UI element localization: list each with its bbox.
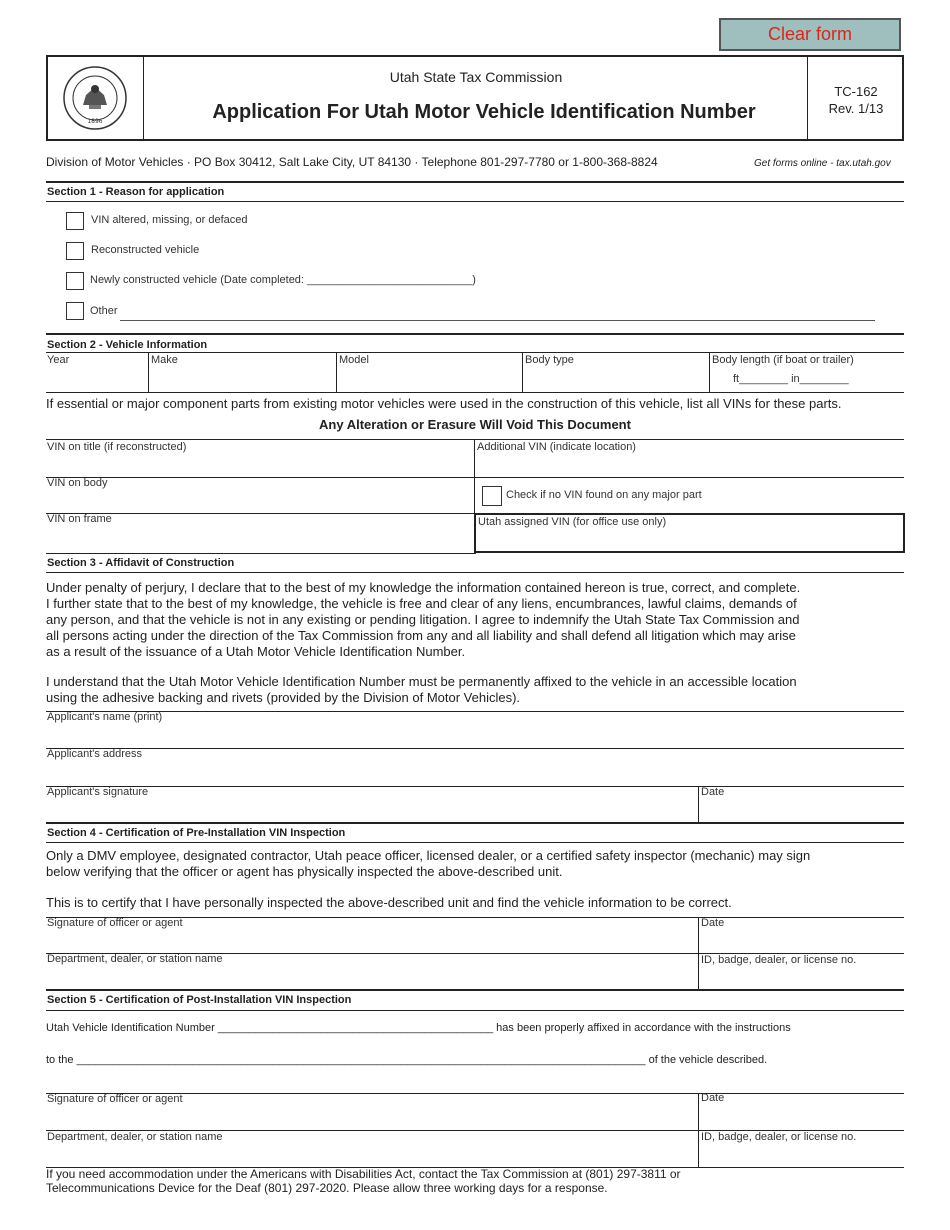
applicant-name-input[interactable] xyxy=(47,727,902,747)
applicant-date-input[interactable] xyxy=(701,802,901,822)
option-reconstructed: Reconstructed vehicle xyxy=(91,244,200,256)
label-post-department: Department, dealer, or station name xyxy=(47,1131,223,1143)
label-post-id-badge: ID, badge, dealer, or license no. xyxy=(701,1131,857,1143)
checkbox-newly-constructed[interactable] xyxy=(66,272,84,290)
option-newly-constructed: Newly constructed vehicle (Date completed: ___________________________) xyxy=(90,274,476,286)
post-id-badge-input[interactable] xyxy=(701,1147,901,1165)
post-vin-line[interactable]: Utah Vehicle Identification Number _____________________________________________ has been properly affixed in accordance with the instructions xyxy=(46,1022,791,1034)
ada-footer xyxy=(46,1167,681,1195)
label-department: Department, dealer, or station name xyxy=(47,953,223,965)
label-vin-frame: VIN on frame xyxy=(47,513,112,525)
section3-title: Section 3 - Affidavit of Construction xyxy=(47,557,235,569)
vin-frame-input[interactable] xyxy=(47,530,472,550)
make-input[interactable] xyxy=(150,370,335,390)
other-input-line[interactable] xyxy=(120,320,875,321)
section5-title: Section 5 - Certification of Post-Installation VIN Inspection xyxy=(47,994,352,1006)
option-vin-altered: VIN altered, missing, or defaced xyxy=(91,214,248,226)
clear-form-button[interactable]: Clear form xyxy=(719,18,901,51)
label-post-officer-date: Date xyxy=(701,1092,725,1104)
affidavit-paragraph-1 xyxy=(46,580,800,660)
option-other: Other xyxy=(90,305,118,317)
forms-online-link[interactable]: Get forms online - tax.utah.gov xyxy=(754,158,891,169)
label-vin-body: VIN on body xyxy=(47,477,108,489)
footer-line: If you need accommodation under the Americans with Disabilities Act, contact the Tax Commission at (801) 297-3811 or xyxy=(46,1167,681,1181)
checkbox-other[interactable] xyxy=(66,302,84,320)
label-vin-title: VIN on title (if reconstructed) xyxy=(47,441,187,453)
length-units: ft________ in________ xyxy=(733,373,849,385)
affidavit-line: I understand that the Utah Motor Vehicle Identification Number must be permanently affixed to the vehicle in an accessible location xyxy=(46,674,797,689)
label-applicant-date: Date xyxy=(701,786,725,798)
checkbox-no-vin[interactable] xyxy=(482,486,502,506)
label-additional-vin: Additional VIN (indicate location) xyxy=(477,441,636,453)
affidavit-line: any person, and that the vehicle is not in any existing or pending litigation. I agree to indemnify the Utah State Tax Commission and xyxy=(46,612,800,627)
col-body-length: Body length (if boat or trailer) xyxy=(712,354,854,366)
pre-inspection-line: Only a DMV employee, designated contractor, Utah peace officer, licensed dealer, or a certified safety inspector (mechanic) may sign xyxy=(46,848,811,863)
agency-name: Utah State Tax Commission xyxy=(389,69,563,85)
department-input[interactable] xyxy=(47,969,695,987)
affidavit-line: all persons acting under the direction of the Tax Commission from any and all liability and shall defend all litigation which may arise xyxy=(46,628,796,643)
body-type-input[interactable] xyxy=(524,370,708,390)
seal-year: 1896 xyxy=(87,118,103,125)
section2-title: Section 2 - Vehicle Information xyxy=(47,339,208,351)
vin-title-input[interactable] xyxy=(47,456,472,476)
form-number: TC-162 xyxy=(834,84,878,99)
col-model: Model xyxy=(339,354,369,366)
col-body-type: Body type xyxy=(525,354,574,366)
label-applicant-signature: Applicant's signature xyxy=(47,786,149,798)
officer-date-input[interactable] xyxy=(701,933,901,951)
year-input[interactable] xyxy=(47,370,147,390)
label-utah-assigned-vin: Utah assigned VIN (for office use only) xyxy=(478,516,667,528)
label-officer-signature: Signature of officer or agent xyxy=(47,917,183,929)
certify-statement: This is to certify that I have personally inspected the above-described unit and find the vehicle information to be correct. xyxy=(46,895,732,910)
label-post-officer-signature: Signature of officer or agent xyxy=(47,1093,183,1105)
affidavit-line: I further state that to the best of my knowledge, the vehicle is free and clear of any liens, encumbrances, lawful claims, demands of xyxy=(46,596,797,611)
contact-line: Division of Motor Vehicles · PO Box 30412, Salt Lake City, UT 84130 · Telephone 801-297-7780 or 1-800-368-8824 xyxy=(46,155,658,169)
vins-instruction: If essential or major component parts from existing motor vehicles were used in the construction of this vehicle, list all VINs for these parts. xyxy=(46,396,842,411)
form-revision: Rev. 1/13 xyxy=(828,101,884,116)
alteration-warning: Any Alteration or Erasure Will Void This Document xyxy=(319,417,631,432)
label-id-badge: ID, badge, dealer, or license no. xyxy=(701,954,857,966)
post-officer-signature-input[interactable] xyxy=(47,1109,695,1127)
utah-seal-icon xyxy=(62,65,128,131)
section1-title: Section 1 - Reason for application xyxy=(47,186,225,198)
col-year: Year xyxy=(47,354,70,366)
post-officer-date-input[interactable] xyxy=(701,1109,901,1127)
form-header xyxy=(46,55,904,141)
pre-inspection-paragraph xyxy=(46,848,810,880)
checkbox-vin-altered[interactable] xyxy=(66,212,84,230)
applicant-signature-input[interactable] xyxy=(47,802,695,822)
form-title: Application For Utah Motor Vehicle Identification Number xyxy=(212,101,756,123)
footer-line: Telecommunications Device for the Deaf (801) 297-2020. Please allow three working days for a response. xyxy=(46,1181,608,1195)
applicant-address-input[interactable] xyxy=(47,764,902,784)
vin-body-input[interactable] xyxy=(47,493,472,511)
affidavit-line: as a result of the issuance of a Utah Motor Vehicle Identification Number. xyxy=(46,644,466,659)
section4-title: Section 4 - Certification of Pre-Installation VIN Inspection xyxy=(47,827,346,839)
label-applicant-name: Applicant's name (print) xyxy=(47,711,163,723)
label-no-vin: Check if no VIN found on any major part xyxy=(506,489,702,501)
model-input[interactable] xyxy=(338,370,521,390)
post-location-line[interactable]: to the _____________________________________________________________________________________________ of the vehicle described. xyxy=(46,1054,768,1066)
checkbox-reconstructed[interactable] xyxy=(66,242,84,260)
label-officer-date: Date xyxy=(701,917,725,929)
officer-signature-input[interactable] xyxy=(47,933,695,951)
additional-vin-input[interactable] xyxy=(477,456,902,476)
id-badge-input[interactable] xyxy=(701,969,901,987)
col-make: Make xyxy=(151,354,178,366)
affidavit-line: using the adhesive backing and rivets (provided by the Division of Motor Vehicles). xyxy=(46,690,521,705)
label-applicant-address: Applicant's address xyxy=(47,748,143,760)
pre-inspection-line: below verifying that the officer or agent has physically inspected the above-described unit. xyxy=(46,864,563,879)
affidavit-line: Under penalty of perjury, I declare that to the best of my knowledge the information contained hereon is true, correct, and complete. xyxy=(46,580,801,595)
post-department-input[interactable] xyxy=(47,1147,695,1165)
affidavit-paragraph-2 xyxy=(46,674,797,706)
